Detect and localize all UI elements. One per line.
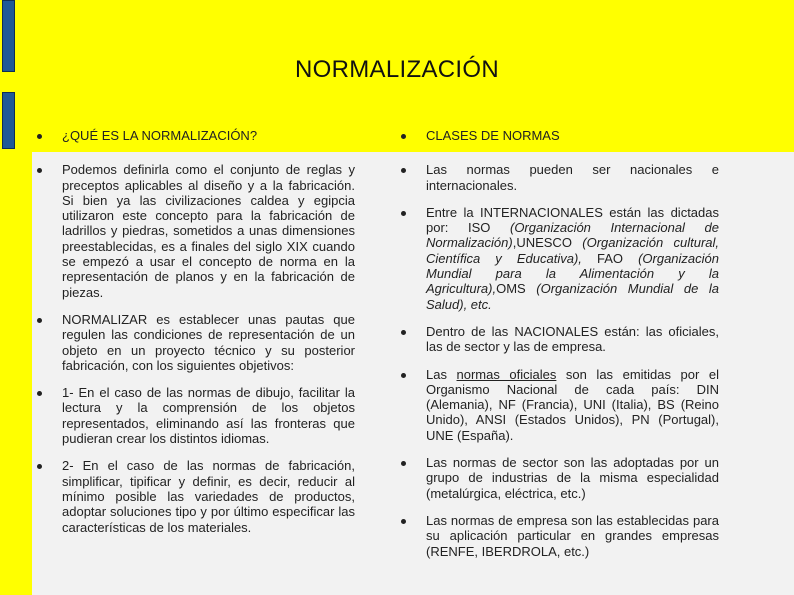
list-item: 2- En el caso de las normas de fabricación, simplificar, tipificar y definir, es decir, reducir al mínimo posible las variedades de productos, adoptar soluciones tipo y por último especificar las características de los materiales. xyxy=(33,458,355,534)
list-item: 1- En el caso de las normas de dibujo, facilitar la lectura y la comprensión de los objetos representados, eliminando así las fronteras que pudieran crear los distintos idiomas. xyxy=(33,385,355,446)
list-item: NORMALIZAR es establecer unas pautas que regulen las condiciones de representación de un objeto en un proyecto técnico y su posterior fabricación, con los siguientes objetivos: xyxy=(33,312,355,373)
oms-label: OMS xyxy=(496,281,537,297)
oficiales-prefix: Las xyxy=(426,366,457,382)
list-item xyxy=(397,367,719,443)
list-item: Podemos definirla como el conjunto de reglas y preceptos aplicables al diseño y a la fabricación. Si bien ya las civilizaciones caldea y egipcia utilizaron este concepto para la fabricación de ladrillos y piedras, sometidos a unas dimensiones preestablecidas, es a finales del siglo XIX cuando se empezó a usar el concepto de norma en la representación de planos y en la fabricación de piezas. xyxy=(33,162,355,300)
list-item xyxy=(397,205,719,312)
fao-desc: (Organización Mundial para la Alimentación y la Agricultura), xyxy=(426,250,719,297)
oficiales-underlined: normas oficiales xyxy=(456,366,557,382)
left-column xyxy=(33,128,355,547)
decorative-bar-2 xyxy=(2,92,15,149)
iso-desc: (Organización Internacional de Normalización) xyxy=(426,220,719,251)
unesco-desc: (Organización cultural, Científica y Educativa), xyxy=(426,235,720,266)
page-title: NORMALIZACIÓN xyxy=(295,56,499,83)
list-item: Las normas pueden ser nacionales e internacionales. xyxy=(397,162,719,193)
list-item: Las normas de empresa son las establecidas para su aplicación particular en grandes empresas (RENFE, IBERDROLA, etc.) xyxy=(397,513,719,559)
unesco-label: ,UNESCO xyxy=(512,235,583,251)
right-column xyxy=(397,128,719,571)
list-item: Las normas de sector son las adoptadas por un grupo de industrias de la misma especialidad (metalúrgica, eléctrica, etc.) xyxy=(397,455,719,501)
intl-prefix: Entre la INTERNACIONALES están las dictadas por: ISO xyxy=(426,204,719,236)
fao-label: FAO xyxy=(581,250,639,266)
oficiales-rest: son las emitidas por el Organismo Nacional de cada país: DIN (Alemania), NF (Francia), UNI (Italia), BS (Reino Unido), ANSI (Estados Unidos), PN (Portugal), UNE (España). xyxy=(426,366,719,443)
right-heading: CLASES DE NORMAS xyxy=(397,128,719,143)
oms-desc: (Organización Mundial de la Salud), etc. xyxy=(426,281,719,312)
left-heading: ¿QUÉ ES LA NORMALIZACIÓN? xyxy=(33,128,355,143)
list-item: Dentro de las NACIONALES están: las oficiales, las de sector y las de empresa. xyxy=(397,324,719,355)
